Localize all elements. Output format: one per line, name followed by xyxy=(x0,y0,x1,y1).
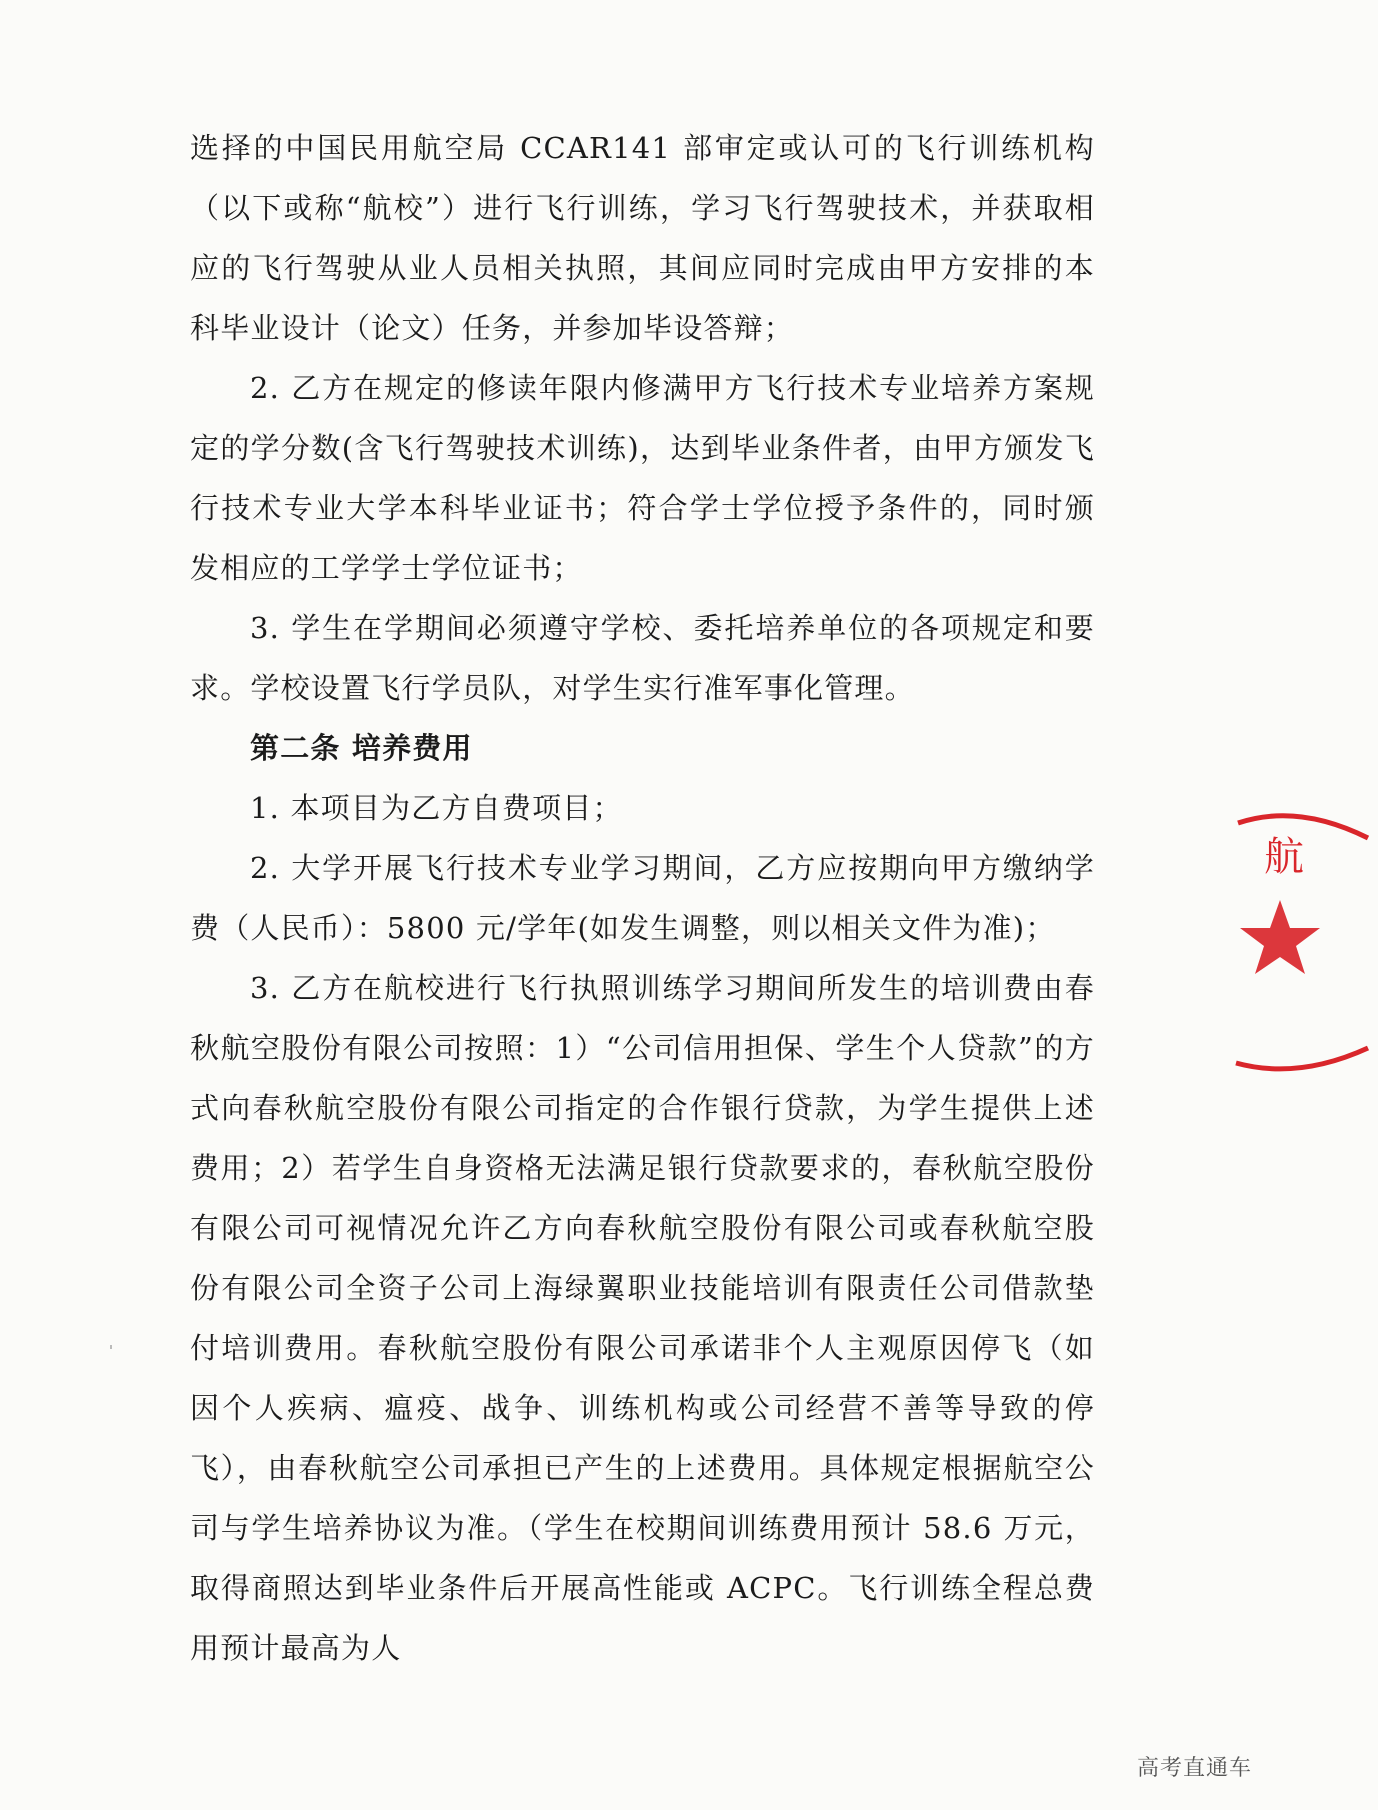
paragraph-clause-2: 2. 乙方在规定的修读年限内修满甲方飞行技术专业培养方案规定的学分数(含飞行驾驶技术训练)，达到毕业条件者，由甲方颁发飞行技术专业大学本科毕业证书；符合学士学位授予条件的，同时颁发相应的工学学士学位证书； xyxy=(190,371,1095,585)
document-body xyxy=(190,118,1095,1678)
paragraph-continuation: 选择的中国民用航空局 CCAR141 部审定或认可的飞行训练机构（以下或称“航校”）进行飞行训练，学习飞行驾驶技术，并获取相应的飞行驾驶从业人员相关执照，其间应同时完成由甲方安排的本科毕业设计（论文）任务，并参加毕设答辩； xyxy=(190,131,1095,345)
paragraph-fee-1: 1. 本项目为乙方自费项目； xyxy=(250,791,623,825)
red-seal-stamp xyxy=(1228,808,1378,1078)
scan-speck xyxy=(110,1345,112,1349)
seal-ring-arc-bottom xyxy=(1236,1048,1368,1069)
paragraph-fee-3: 3. 乙方在航校进行飞行执照训练学习期间所发生的培训费由春秋航空股份有限公司按照：1）“公司信用担保、学生个人贷款”的方式向春秋航空股份有限公司指定的合作银行贷款，为学生提供上述费用；2）若学生自身资格无法满足银行贷款要求的，春秋航空股份有限公司可视情况允许乙方向春秋航空股份有限公司或春秋航空股份有限公司全资子公司上海绿翼职业技能培训有限责任公司借款垫付培训费用。春秋航空股份有限公司承诺非个人主观原因停飞（如因个人疾病、瘟疫、战争、训练机构或公司经营不善等导致的停飞），由春秋航空公司承担已产生的上述费用。具体规定根据航空公司与学生培养协议为准。（学生在校期间训练费用预计 58.6 万元，取得商照达到毕业条件后开展高性能或 ACPC。飞行训练全程总费用预计最高为人 xyxy=(190,971,1095,1665)
paragraph-clause-3: 3. 学生在学期间必须遵守学校、委托培养单位的各项规定和要求。学校设置飞行学员队，对学生实行准军事化管理。 xyxy=(190,611,1095,705)
seal-character: 航 xyxy=(1264,834,1304,880)
section-heading-article-2: 第二条 培养费用 xyxy=(250,731,473,765)
paragraph-fee-2: 2. 大学开展飞行技术专业学习期间，乙方应按期向甲方缴纳学费（人民币）：5800 元/学年(如发生调整，则以相关文件为准)； xyxy=(190,851,1095,945)
watermark-label: 高考直通车 xyxy=(1136,1755,1252,1780)
seal-star-icon xyxy=(1240,900,1320,974)
